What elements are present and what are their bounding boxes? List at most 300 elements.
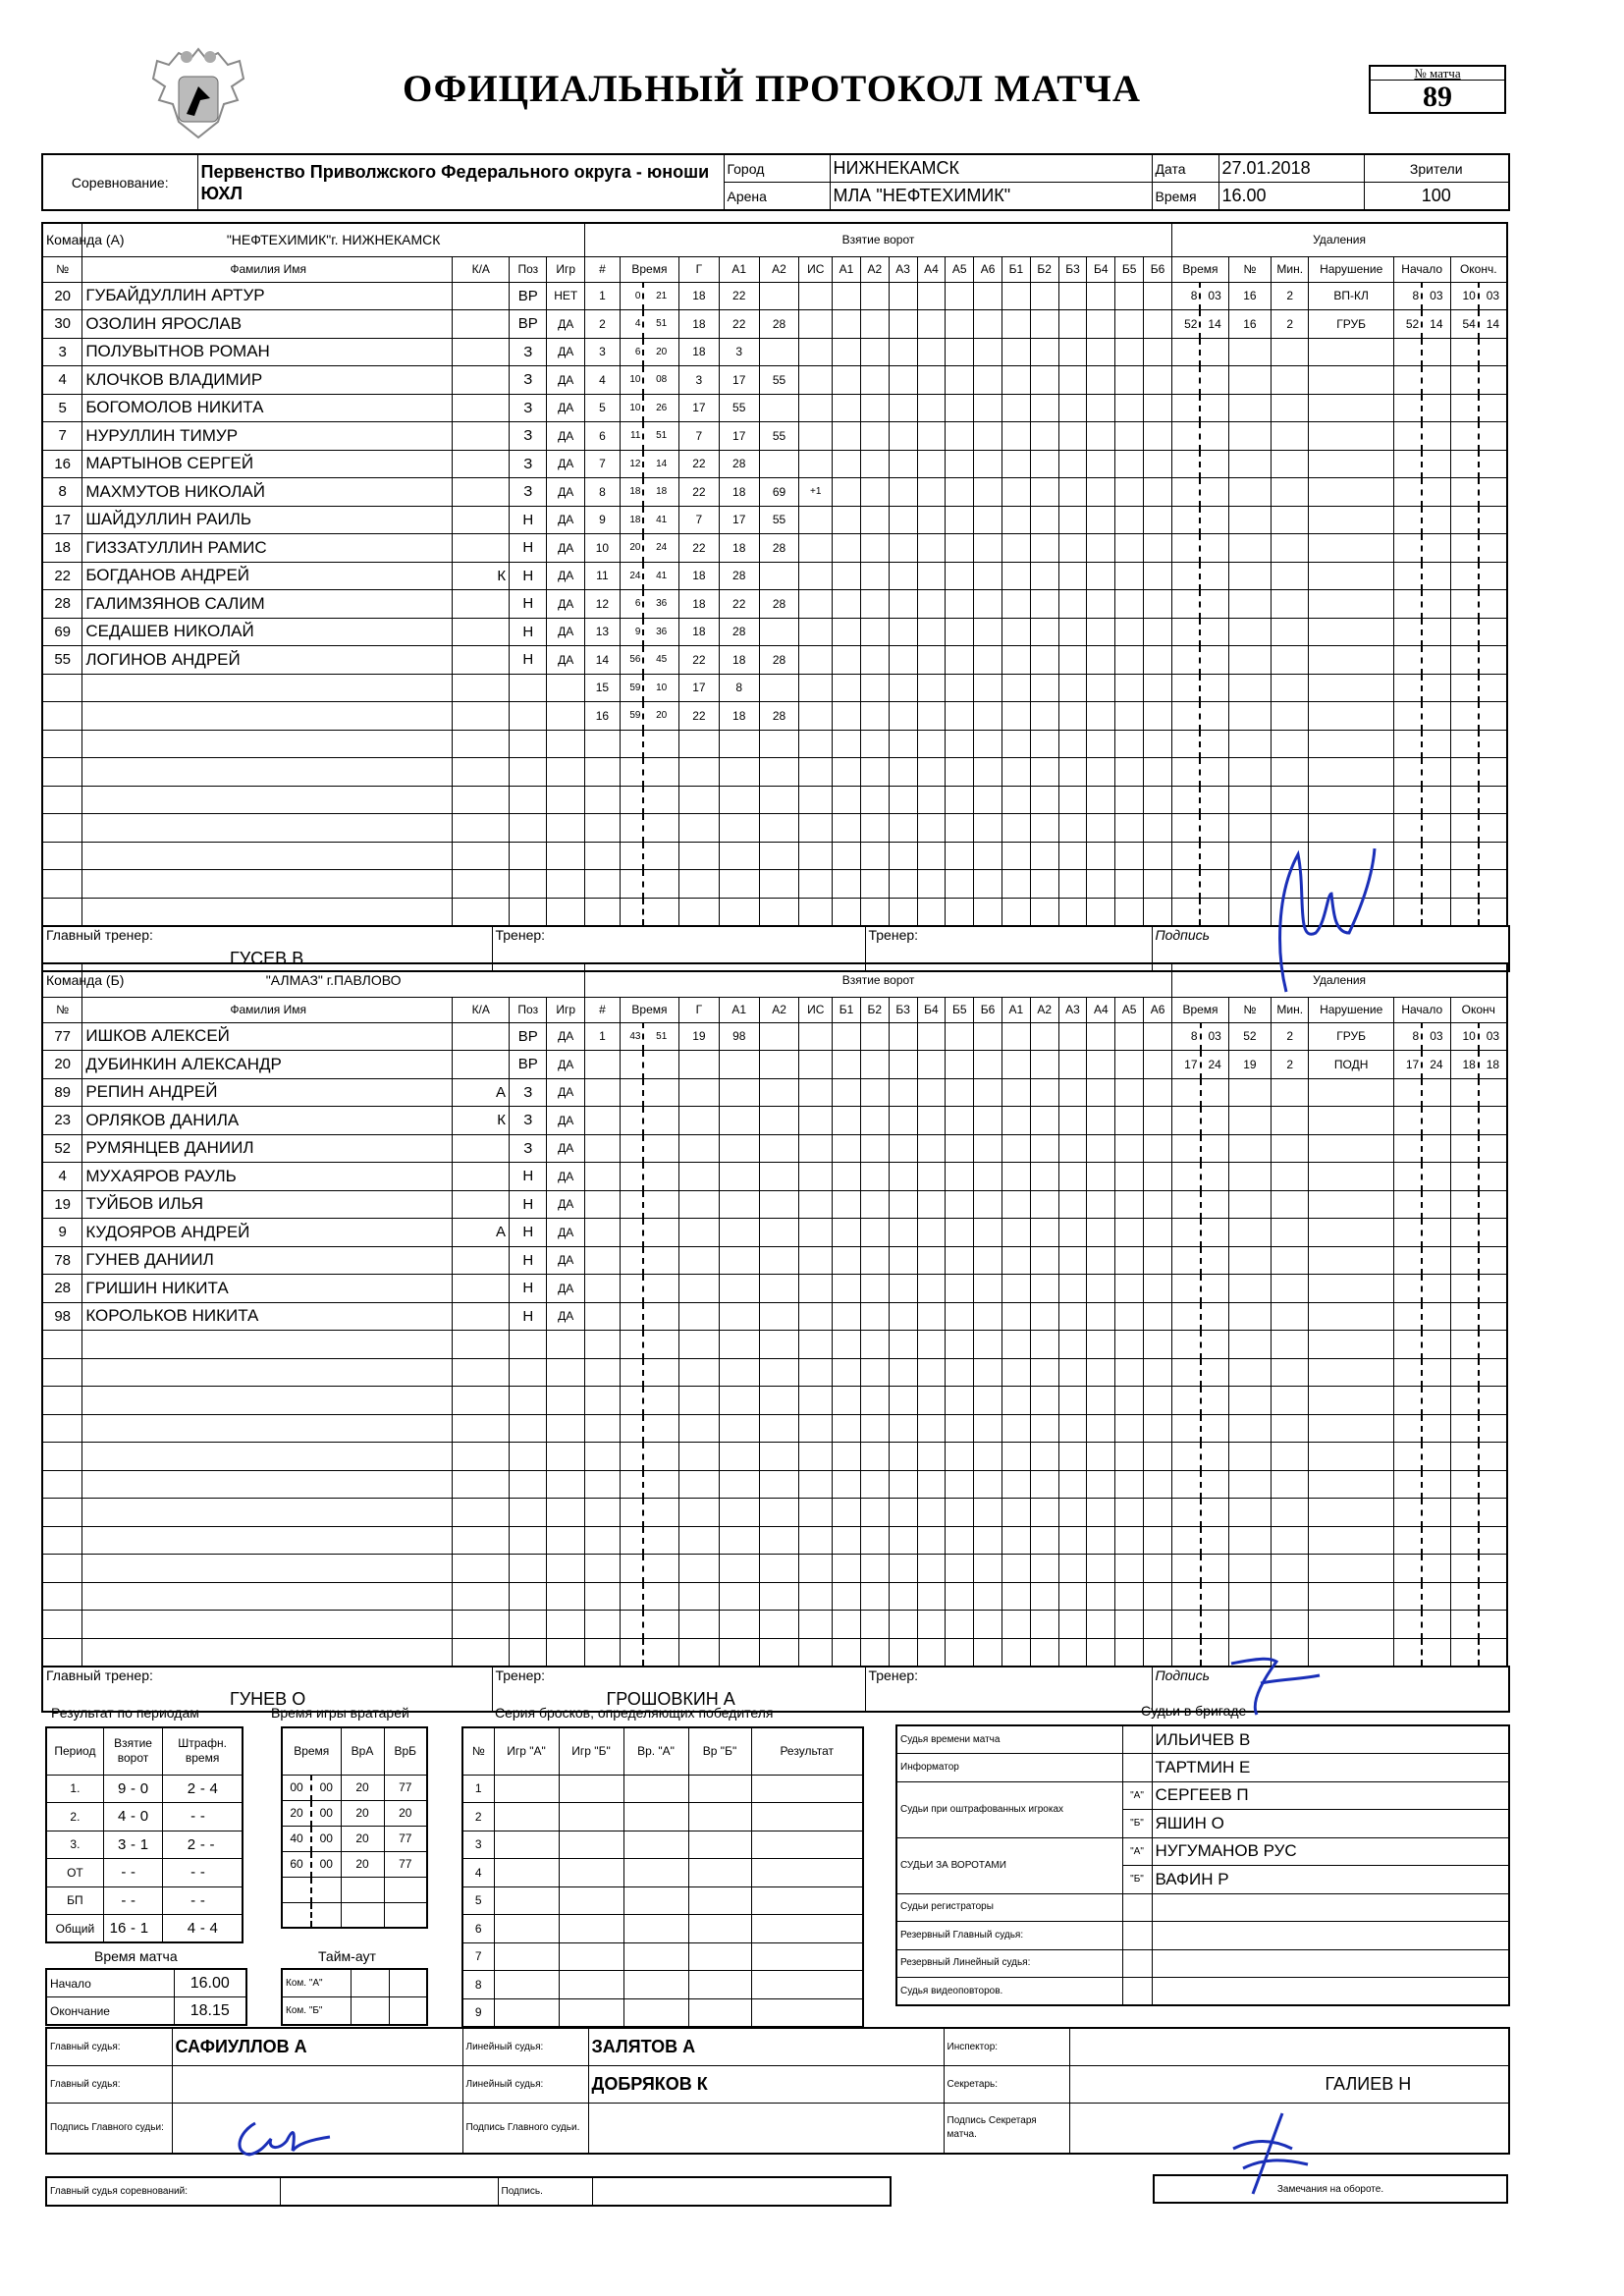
- goal-second: [643, 1526, 678, 1555]
- penalty-second: [1201, 1443, 1229, 1471]
- goal-assist1: [719, 1638, 759, 1667]
- goal-number: 15: [584, 674, 620, 702]
- onice-cell: [946, 1022, 974, 1051]
- penalty-start-min: [1393, 1414, 1422, 1443]
- onice-cell: [1001, 646, 1030, 675]
- penalty-player: [1228, 1134, 1271, 1163]
- onice-cell: [1058, 1134, 1087, 1163]
- period-name: ОТ: [46, 1859, 103, 1887]
- player-ka: [453, 1638, 510, 1667]
- goal-minute: 59: [620, 702, 643, 731]
- player-number: 28: [42, 590, 82, 619]
- goal-situation: [799, 1190, 833, 1219]
- onice-cell: [833, 1246, 861, 1275]
- goal-number: 1: [584, 282, 620, 310]
- player-played: [547, 730, 584, 758]
- penalty-second: [1201, 1499, 1229, 1527]
- penalty-minute: [1172, 422, 1201, 451]
- player-number: 9: [42, 1219, 82, 1247]
- goal-scorer: [679, 1134, 720, 1163]
- penalty-violation: [1309, 1414, 1393, 1443]
- onice-cell: [860, 562, 889, 590]
- onice-cell: [1058, 394, 1087, 422]
- penalty-second: [1200, 646, 1228, 675]
- penalty-start-min: [1393, 394, 1422, 422]
- onice-cell: [1144, 1414, 1172, 1443]
- player-position: Н: [510, 562, 547, 590]
- goal-assist1: [719, 1246, 759, 1275]
- penalty-end-sec: [1479, 478, 1507, 507]
- player-played: ДА: [547, 590, 584, 619]
- team-a-head-coach-label: Главный тренер:: [46, 926, 153, 943]
- officials-title: Судьи в бригаде: [1141, 1703, 1247, 1719]
- player-ka: [453, 758, 510, 787]
- goal-second: [643, 1134, 678, 1163]
- onice-cell: [1058, 506, 1087, 534]
- onice-cell: [1001, 786, 1030, 814]
- onice-cell: [974, 366, 1002, 395]
- penalty-end-sec: [1479, 1358, 1507, 1387]
- goal-minute: [620, 842, 643, 870]
- goal-second: 36: [643, 590, 678, 619]
- goal-number: [584, 1358, 620, 1387]
- player-name: ГУНЕВ ДАНИИЛ: [82, 1246, 453, 1275]
- player-played: [547, 814, 584, 843]
- player-name: БОГДАНОВ АНДРЕЙ: [82, 562, 453, 590]
- onice-cell: [889, 506, 917, 534]
- player-name: ЛОГИНОВ АНДРЕЙ: [82, 646, 453, 675]
- penalty-minutes: [1272, 590, 1309, 619]
- goal-situation: [799, 1163, 833, 1191]
- player-position: Н: [510, 534, 547, 563]
- player-ka: [453, 1526, 510, 1555]
- penalty-start-sec: [1422, 1387, 1450, 1415]
- onice-cell: [917, 1470, 946, 1499]
- player-name: ОЗОЛИН ЯРОСЛАВ: [82, 310, 453, 339]
- goal-number: 9: [584, 506, 620, 534]
- onice-cell: [1030, 562, 1058, 590]
- goal-assist2: 55: [759, 366, 799, 395]
- onice-cell: [1030, 1163, 1058, 1191]
- penalty-start-sec: [1422, 1246, 1450, 1275]
- team_a-h-onice-5: А6: [974, 256, 1002, 282]
- onice-cell: [946, 1219, 974, 1247]
- goal-number: [584, 1387, 620, 1415]
- onice-cell: [974, 478, 1002, 507]
- penalty-start-sec: [1422, 898, 1450, 926]
- goal-second: 51: [643, 1022, 678, 1051]
- shootout-h-ib: Игр "Б": [559, 1727, 623, 1775]
- penalty-player: [1228, 422, 1271, 451]
- onice-cell: [917, 1190, 946, 1219]
- goal-minute: [620, 1078, 643, 1107]
- penalty-start-sec: [1422, 478, 1450, 507]
- goal-assist1: [719, 1358, 759, 1387]
- onice-cell: [889, 646, 917, 675]
- onice-cell: [860, 1051, 889, 1079]
- penalty-start-min: [1393, 1526, 1422, 1555]
- player-ka: [453, 1611, 510, 1639]
- penalty-violation: [1309, 1134, 1393, 1163]
- onice-cell: [1001, 1219, 1030, 1247]
- onice-cell: [1087, 1499, 1115, 1527]
- penalty-violation: [1309, 1358, 1393, 1387]
- penalty-minutes: [1272, 1358, 1309, 1387]
- penalty-start-min: [1393, 1246, 1422, 1275]
- player-name: [82, 786, 453, 814]
- onice-cell: [1030, 1190, 1058, 1219]
- period-pen-a: 4: [163, 1915, 197, 1943]
- goal-assist2: [759, 1022, 799, 1051]
- player-position: [510, 786, 547, 814]
- onice-cell: [1030, 870, 1058, 899]
- onice-cell: [946, 674, 974, 702]
- onice-cell: [1144, 282, 1172, 310]
- player-ka: [453, 590, 510, 619]
- player-name: КУДОЯРОВ АНДРЕЙ: [82, 1219, 453, 1247]
- onice-cell: [1058, 646, 1087, 675]
- player-number: 4: [42, 1163, 82, 1191]
- player-played: [547, 1499, 584, 1527]
- onice-cell: [917, 1331, 946, 1359]
- onice-cell: [833, 842, 861, 870]
- onice-cell: [917, 478, 946, 507]
- main-referee-label: Главный судья:: [46, 2028, 172, 2065]
- period-goals-b: [138, 1859, 163, 1887]
- team_a-h-pos: Поз: [510, 256, 547, 282]
- onice-cell: [833, 1051, 861, 1079]
- onice-cell: [1144, 1611, 1172, 1639]
- team_b-h-onice-10: А5: [1115, 997, 1144, 1022]
- goalie-a: 20: [341, 1826, 384, 1851]
- goal-situation: [799, 1051, 833, 1079]
- penalty-start-min: [1393, 1219, 1422, 1247]
- onice-cell: [1001, 590, 1030, 619]
- penalty-start-min: [1393, 478, 1422, 507]
- onice-cell: [946, 618, 974, 646]
- penalty-minute: [1172, 702, 1201, 731]
- onice-cell: [1001, 1302, 1030, 1331]
- goal-second: [643, 1078, 678, 1107]
- onice-cell: [833, 1358, 861, 1387]
- penalty-start-sec: [1422, 422, 1450, 451]
- onice-cell: [1144, 422, 1172, 451]
- onice-cell: [1058, 282, 1087, 310]
- onice-cell: [974, 842, 1002, 870]
- penalty-start-sec: [1422, 1302, 1450, 1331]
- team_b-h-pmin: Мин.: [1272, 997, 1309, 1022]
- onice-cell: [917, 1499, 946, 1527]
- shootout-cell: [688, 1971, 751, 1999]
- onice-cell: [1030, 1582, 1058, 1611]
- penalty-violation: [1309, 786, 1393, 814]
- penalty-end-min: [1450, 450, 1479, 478]
- onice-cell: [1001, 1638, 1030, 1667]
- onice-cell: [1144, 1078, 1172, 1107]
- team_b-h-g-no: #: [584, 997, 620, 1022]
- goal-number: 16: [584, 702, 620, 731]
- goal-assist2: [759, 1107, 799, 1135]
- player-position: З: [510, 422, 547, 451]
- penalty-second: [1201, 1275, 1229, 1303]
- penalty-minutes: [1272, 1331, 1309, 1359]
- goal-assist2: [759, 338, 799, 366]
- penalty-end-min: [1450, 1387, 1479, 1415]
- onice-cell: [946, 1555, 974, 1583]
- penalty-end-min: [1450, 646, 1479, 675]
- onice-cell: [1030, 1022, 1058, 1051]
- penalty-start-sec: 14: [1422, 310, 1450, 339]
- onice-cell: [860, 1190, 889, 1219]
- onice-cell: [833, 730, 861, 758]
- penalty-start-sec: [1422, 1275, 1450, 1303]
- goal-minute: [620, 814, 643, 843]
- shootout-cell: [688, 1859, 751, 1887]
- periods-table: [45, 1726, 244, 1943]
- onice-cell: [917, 1387, 946, 1415]
- penalty-start-min: [1393, 562, 1422, 590]
- onice-cell: [1030, 394, 1058, 422]
- onice-cell: [889, 590, 917, 619]
- period-name: 1.: [46, 1775, 103, 1803]
- team_b-h-ptime: Время: [1172, 997, 1229, 1022]
- goal-situation: [799, 646, 833, 675]
- onice-cell: [833, 590, 861, 619]
- onice-cell: [889, 478, 917, 507]
- period-name: 3.: [46, 1831, 103, 1859]
- penalty-minute: [1172, 1302, 1201, 1331]
- penalty-minute: [1172, 1163, 1201, 1191]
- period-pen-b: 4: [208, 1775, 243, 1803]
- onice-cell: [860, 1331, 889, 1359]
- goal-assist2: [759, 814, 799, 843]
- goal-second: 24: [643, 534, 678, 563]
- team_a-h-onice-4: А5: [946, 256, 974, 282]
- secretary: ГАЛИЕВ Н: [1069, 2065, 1509, 2103]
- onice-cell: [1030, 1219, 1058, 1247]
- goal-assist1: [719, 1331, 759, 1359]
- onice-cell: [1087, 1582, 1115, 1611]
- penalty-minute: [1172, 1555, 1201, 1583]
- player-position: [510, 1443, 547, 1471]
- goal-situation: [799, 1134, 833, 1163]
- player-number: [42, 1582, 82, 1611]
- date-value: 27.01.2018: [1218, 154, 1364, 183]
- team_a-h-onice-3: А4: [917, 256, 946, 282]
- penalty-violation: [1309, 618, 1393, 646]
- player-ka: [453, 478, 510, 507]
- player-name: ДУБИНКИН АЛЕКСАНДР: [82, 1051, 453, 1079]
- signature-main-referee-icon: [228, 2113, 336, 2162]
- onice-cell: [1144, 1051, 1172, 1079]
- player-position: З: [510, 366, 547, 395]
- penalty-minutes: [1272, 1414, 1309, 1443]
- onice-cell: [1087, 870, 1115, 899]
- shootout-cell: [623, 1886, 688, 1915]
- goal-assist2: [759, 450, 799, 478]
- penalty-violation: [1309, 1470, 1393, 1499]
- player-number: 52: [42, 1134, 82, 1163]
- onice-cell: [1115, 1555, 1144, 1583]
- penalty-second: [1201, 1582, 1229, 1611]
- goal-minute: 18: [620, 478, 643, 507]
- team_a-name: "НЕФТЕХИМИК"г. НИЖНЕКАМСК: [82, 223, 585, 256]
- goal-number: 13: [584, 618, 620, 646]
- penalty-minutes: [1272, 338, 1309, 366]
- player-ka: [453, 338, 510, 366]
- team_b-h-onice-3: Б4: [917, 997, 946, 1022]
- penalty-start-sec: [1422, 1163, 1450, 1191]
- goal-scorer: [679, 1582, 720, 1611]
- player-ka: [453, 282, 510, 310]
- player-name: МАХМУТОВ НИКОЛАЙ: [82, 478, 453, 507]
- onice-cell: [1115, 646, 1144, 675]
- penalty-second: 03: [1200, 282, 1228, 310]
- penalty-second: [1200, 758, 1228, 787]
- onice-cell: [889, 898, 917, 926]
- penalty-violation: [1309, 1078, 1393, 1107]
- onice-cell: [946, 282, 974, 310]
- penalty-start-sec: [1422, 618, 1450, 646]
- onice-cell: [1115, 870, 1144, 899]
- onice-cell: [974, 1302, 1002, 1331]
- onice-cell: [1058, 1526, 1087, 1555]
- onice-cell: [1087, 702, 1115, 731]
- onice-cell: [833, 506, 861, 534]
- penalty-second: [1200, 506, 1228, 534]
- goal-number: 2: [584, 310, 620, 339]
- player-number: [42, 870, 82, 899]
- goal-assist2: 69: [759, 478, 799, 507]
- penalty-second: [1201, 1246, 1229, 1275]
- official-name: [1152, 1922, 1509, 1950]
- penalty-end-sec: [1479, 758, 1507, 787]
- sign-main2-label: Подпись Главного судьи.: [462, 2103, 588, 2154]
- penalty-player: [1228, 674, 1271, 702]
- onice-cell: [1058, 1443, 1087, 1471]
- team_a-h-pend: Оконч.: [1450, 256, 1507, 282]
- penalty-start-min: [1393, 1331, 1422, 1359]
- penalty-minute: [1172, 394, 1201, 422]
- onice-cell: [917, 1219, 946, 1247]
- shootout-cell: [623, 1859, 688, 1887]
- shootout-cell: [688, 1831, 751, 1859]
- onice-cell: [889, 842, 917, 870]
- onice-cell: [1001, 1358, 1030, 1387]
- goal-assist2: 28: [759, 310, 799, 339]
- penalty-end-min: [1450, 1331, 1479, 1359]
- shootout-cell: [751, 1775, 863, 1803]
- penalty-player: 16: [1228, 310, 1271, 339]
- player-number: [42, 1611, 82, 1639]
- remarks-note: Замечания на обороте.: [1154, 2175, 1507, 2203]
- penalty-start-sec: 03: [1422, 1022, 1450, 1051]
- penalty-violation: [1309, 450, 1393, 478]
- penalty-end-min: 54: [1450, 310, 1479, 339]
- onice-cell: [946, 1638, 974, 1667]
- penalty-second: [1200, 674, 1228, 702]
- onice-cell: [833, 1134, 861, 1163]
- penalty-second: [1201, 1470, 1229, 1499]
- goal-minute: [620, 1051, 643, 1079]
- player-name: [82, 814, 453, 843]
- goal-assist1: 18: [719, 478, 759, 507]
- onice-cell: [1115, 1638, 1144, 1667]
- period-pen-b: 4: [208, 1915, 243, 1943]
- onice-cell: [1115, 1387, 1144, 1415]
- table-row: [42, 1470, 1507, 1499]
- penalty-minutes: [1272, 786, 1309, 814]
- table-row: [42, 1582, 1507, 1611]
- goal-second: [643, 842, 678, 870]
- penalty-second: [1200, 870, 1228, 899]
- penalty-end-sec: [1479, 1414, 1507, 1443]
- onice-cell: [1115, 1051, 1144, 1079]
- period-goals-sep: -: [128, 1831, 137, 1859]
- player-name: [82, 1331, 453, 1359]
- onice-cell: [1144, 1107, 1172, 1135]
- penalty-minutes: [1272, 1219, 1309, 1247]
- penalty-start-sec: [1422, 1134, 1450, 1163]
- penalty-minute: [1172, 534, 1201, 563]
- goal-assist2: [759, 1470, 799, 1499]
- penalty-violation: [1309, 1582, 1393, 1611]
- table-row: [42, 1107, 1507, 1135]
- player-name: [82, 758, 453, 787]
- shootout-cell: [559, 1775, 623, 1803]
- goal-scorer: 22: [678, 702, 719, 731]
- onice-cell: [946, 1163, 974, 1191]
- penalty-second: [1201, 1331, 1229, 1359]
- goalies-h-time: Время: [282, 1727, 341, 1775]
- penalty-minute: [1172, 870, 1201, 899]
- goal-situation: [799, 1555, 833, 1583]
- period-pen-sep: -: [197, 1886, 207, 1915]
- onice-cell: [917, 338, 946, 366]
- period-goals-sep: -: [128, 1775, 137, 1803]
- onice-cell: [974, 310, 1002, 339]
- penalty-end-min: [1450, 1134, 1479, 1163]
- penalty-minutes: 2: [1272, 282, 1309, 310]
- inspector-label: Инспектор:: [944, 2028, 1069, 2065]
- onice-cell: [1001, 1331, 1030, 1359]
- period-goals-sep: -: [128, 1803, 137, 1831]
- onice-cell: [833, 282, 861, 310]
- penalty-end-sec: [1479, 1107, 1507, 1135]
- onice-cell: [917, 506, 946, 534]
- shootout-cell: [688, 1998, 751, 2027]
- onice-cell: [1087, 590, 1115, 619]
- onice-cell: [1144, 1526, 1172, 1555]
- goal-situation: [799, 1275, 833, 1303]
- onice-cell: [1058, 1163, 1087, 1191]
- penalty-start-min: [1393, 1611, 1422, 1639]
- penalty-end-min: 10: [1450, 1022, 1479, 1051]
- shootout-cell: [751, 1915, 863, 1943]
- eagle-emblem-icon: [139, 39, 257, 152]
- shootout-cell: [751, 1942, 863, 1971]
- goal-number: 10: [584, 534, 620, 563]
- goal-second: [643, 814, 678, 843]
- onice-cell: [1144, 1638, 1172, 1667]
- onice-cell: [1087, 758, 1115, 787]
- penalty-end-min: 10: [1450, 282, 1479, 310]
- onice-cell: [1001, 842, 1030, 870]
- team_a-h-no: №: [42, 256, 82, 282]
- onice-cell: [1030, 450, 1058, 478]
- goal-situation: [799, 758, 833, 787]
- onice-cell: [974, 590, 1002, 619]
